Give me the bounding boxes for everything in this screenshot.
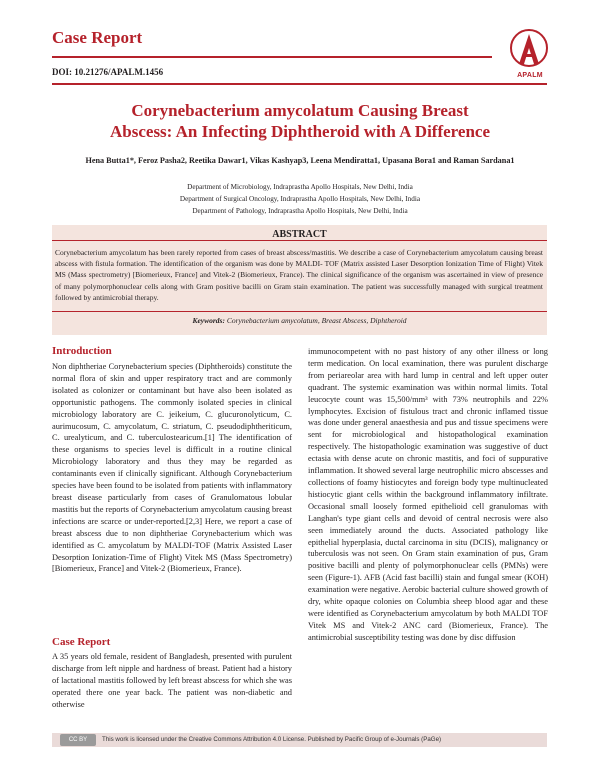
introduction-heading: Introduction: [52, 345, 112, 357]
doi: DOI: 10.21276/APALM.1456: [52, 67, 164, 77]
case-report-heading: Case Report: [52, 636, 111, 648]
keywords-text: Corynebacterium amycolatum, Breast Abscess, Diphtheroid: [226, 316, 407, 325]
author-list: Hena Butta1*, Feroz Pasha2, Reetika Dawar1, Vikas Kashyap3, Leena Mendiratta1, Upasana Bora1 and Raman Sardana1: [85, 156, 515, 165]
license-text: This work is licensed under the Creative Commons Attribution 4.0 License. Published by Pacific Group of e-Journals (PaGe): [102, 736, 442, 743]
header-rule-bottom: [52, 83, 547, 85]
title-line-2: Abscess: An Infecting Diphtheroid with A Difference: [110, 122, 490, 141]
keywords-divider: [52, 311, 547, 312]
cc-license-icon: CC BY: [60, 734, 96, 746]
article-title: [40, 100, 560, 142]
keywords: [52, 316, 547, 325]
introduction-text: Non diphtheriae Corynebacterium species (Diphtheroids) constitute the normal flora of skin and upper respiratory tract and are commonly isolated as colonizer or contaminant but have also been isolated as opportunistic pathogens. The commonly isolated species in clinical microbiology laboratory are C. jeikeium, C. glucuronolyticum, C. aurimucosum, C. amycolatum, C. striatum, C. pseudodiphtheriticum, C. urealyticum, and C. tuberculostearicum.[1] The identification of these organisms to species level is difficult in a routine clinical Microbiology laboratory and thus they may be regarded as contaminants even if clinically significant. Although Corynebacterium species have been found to be isolated from patients with inflammatory breast disease particularly from cases of Granulomatous lobular mastitis but the reports of Corynebacterium amycolatum causing breast infections are scarce or under-reported.[2,3] Here, we report a case of breast abscess due to non diphtheriae Corynebacterium which was identified as C. amycolatum by MALDI-TOF (Matrix Assisted Laser Desorption Ionization-Time of Flight) Vitek MS (Mass Spectrometry) [Biomerieux, France] and Vitek-2 (Biomerieux, France).: [52, 362, 292, 574]
logo-text: APALM: [517, 72, 543, 79]
article-type-label: Case Report: [52, 28, 143, 47]
header-rule-top: [52, 56, 492, 58]
abstract-text: Corynebacterium amycolatum has been rarely reported from cases of breast abscess/mastitis. We describe a case of Corynebacterium amycolatum causing breast abscess with fistula formation. The identification of the organism was done by MALDI- TOF (Matrix assisted Laser Desorption Ionization Time of Flight) Vitek MS (Mass spectrometry) [Biomerieux, France] and Vitek-2 (Biomerieux, France). The clinical significance of the organism was ascertained in view of presence of many polymorphonuclear cells along with Gram positive bacilli on Gram stain examination. The patient was successfully managed with surgical treatment followed by antimicrobial therapy.: [55, 248, 543, 302]
abstract-divider: [52, 240, 547, 241]
title-line-1: Corynebacterium amycolatum Causing Breast: [131, 101, 469, 120]
case-report-text: A 35 years old female, resident of Bangladesh, presented with purulent discharge from left nipple and hardness of breast. Patient had a history of lactational mastitis followed by left breast abscess for which she was operated there one year back. The patient was non-diabetic and otherwise: [52, 652, 292, 709]
apalm-logo-icon: [505, 26, 553, 76]
affiliation-3: Department of Pathology, Indraprastha Apollo Hospitals, New Delhi, India: [192, 207, 408, 215]
affiliation-1: Department of Microbiology, Indraprastha Apollo Hospitals, New Delhi, India: [187, 183, 413, 191]
right-column-text: immunocompetent with no past history of any other illness or long term medication. On local examination, there was purulent discharge from periareolar area with hard lump in central and left upper outer quadrant. The systemic examination was within normal limits. Total leucocyte count was 15,500/mm³ with 73% neutrophils and 22% lymphocytes. Excision of fistulous tract and chronic inflamed tissue was done under general anaesthesia and pus and tissue specimens were sent for microbiological and histopathological examination respectively. The histopathologic examination was suggestive of duct ectasia with dense acute on chronic mastitis, and foci of suppurative inflammation. It showed several large neutrophilic micro abscesses and collections of foamy histiocytes and foreign body type multinucleated histiocytic giant cells within the background inflammatory infiltrate. Occasional small loosely formed epithelioid cell granulomas with Langhan's type giant cells and devoid of central necrosis were also seen immediately around the ducts. Associated pathology like epithelial hyperplasia, ductal carcinoma in situ (DCIS), malignancy or tuberculosis was not seen. On Gram stain examination of pus, Gram positive bacilli and plenty of polymorphonuclear cells (PMNs) were seen (Figure-1). AFB (Acid fast bacilli) stain and fungal smear (KOH) examination were negative. Aerobic bacterial culture showed growth of dry, white opaque colonies on Columbia sheep blood agar and these were identified as Corynebacterium amycolatum by both MALDI TOF Vitek MS and Vitek-2 ANC card (Biomerieux, France). The antimicrobial susceptibility testing was done by disc diffusion: [308, 347, 548, 642]
abstract-heading: ABSTRACT: [272, 229, 327, 240]
keywords-label: Keywords:: [192, 316, 225, 325]
affiliation-2: Department of Surgical Oncology, Indraprastha Apollo Hospitals, New Delhi, India: [179, 195, 421, 203]
